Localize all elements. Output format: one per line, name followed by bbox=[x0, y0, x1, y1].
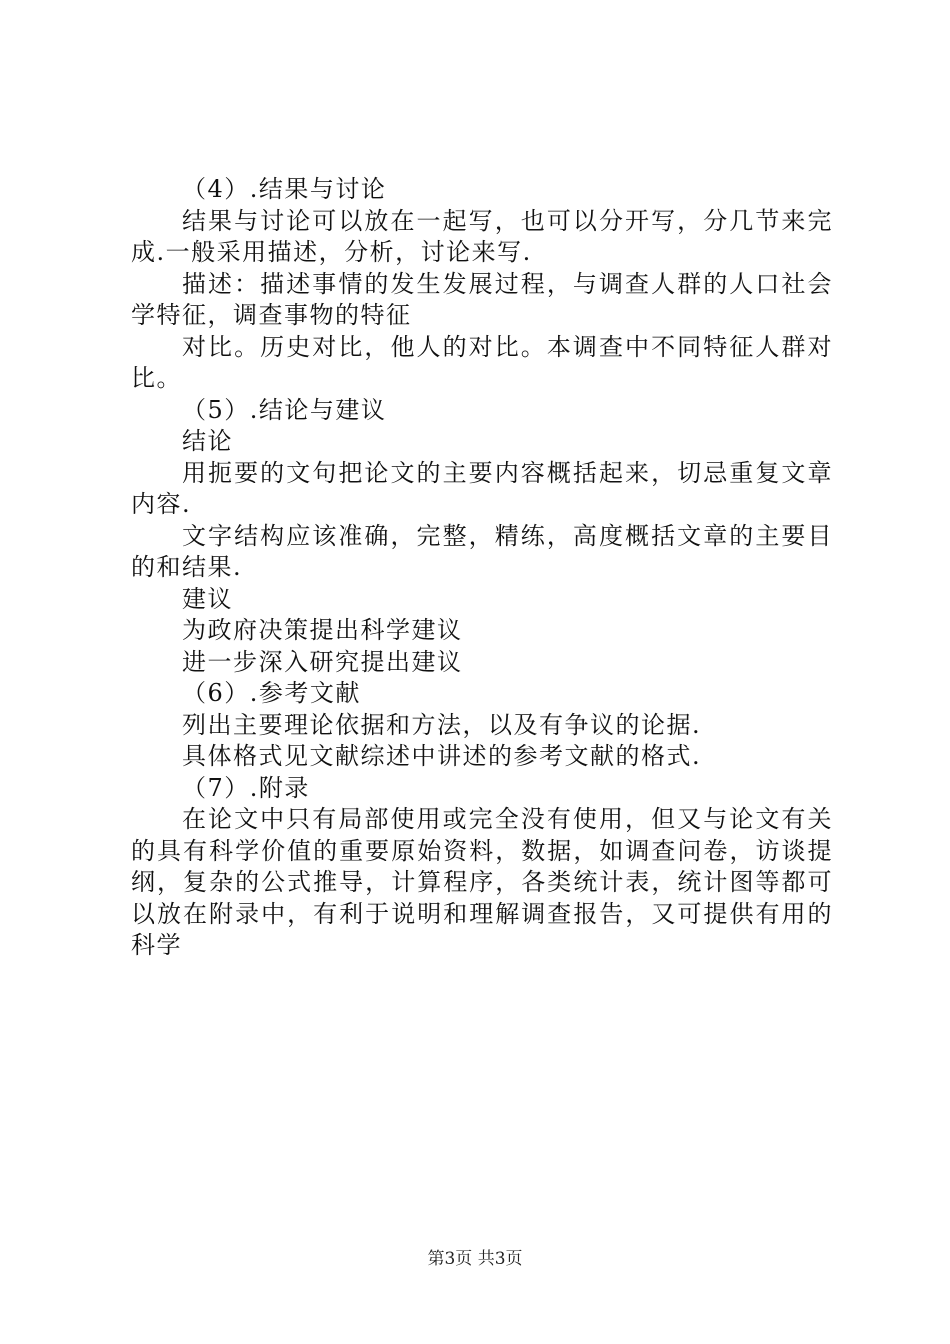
paragraph-comparison: 对比。历史对比，他人的对比。本调查中不同特征人群对比。 bbox=[131, 332, 833, 392]
paragraph-suggestion-government: 为政府决策提出科学建议 bbox=[182, 616, 463, 644]
section-heading-conclusion-suggestion: （5）.结论与建议 bbox=[182, 395, 387, 424]
subheading-conclusion: 结论 bbox=[182, 427, 233, 455]
paragraph-results-discussion: 结果与讨论可以放在一起写，也可以分开写，分几节来完成.一般采用描述，分析，讨论来写. bbox=[131, 206, 833, 266]
paragraph-description: 描述：描述事情的发生发展过程，与调查人群的人口社会学特征，调查事物的特征 bbox=[131, 269, 833, 329]
page-footer: 第3页 共3页 bbox=[427, 1249, 523, 1269]
document-body bbox=[131, 174, 833, 962]
paragraph-references-main: 列出主要理论依据和方法，以及有争议的论据. bbox=[182, 710, 702, 739]
paragraph-conclusion-summary: 用扼要的文句把论文的主要内容概括起来，切忌重复文章内容. bbox=[131, 458, 833, 518]
paragraph-references-format: 具体格式见文献综述中讲述的参考文献的格式. bbox=[182, 742, 702, 770]
section-heading-results-discussion: （4）.结果与讨论 bbox=[182, 175, 387, 203]
paragraph-conclusion-structure: 文字结构应该准确，完整，精练，高度概括文章的主要目的和结果. bbox=[131, 521, 833, 581]
paragraph-appendix: 在论文中只有局部使用或完全没有使用，但又与论文有关的具有科学价值的重要原始资料，数据，如调查问卷，访谈提纲，复杂的公式推导，计算程序，各类统计表，统计图等都可以放在附录中，有利于说明和理解调查报告，又可提供有用的科学 bbox=[131, 805, 833, 959]
subheading-suggestion: 建议 bbox=[182, 584, 233, 613]
paragraph-suggestion-research: 进一步深入研究提出建议 bbox=[182, 647, 463, 676]
section-heading-references: （6）.参考文献 bbox=[182, 679, 361, 707]
section-heading-appendix: （7）.附录 bbox=[182, 773, 310, 802]
